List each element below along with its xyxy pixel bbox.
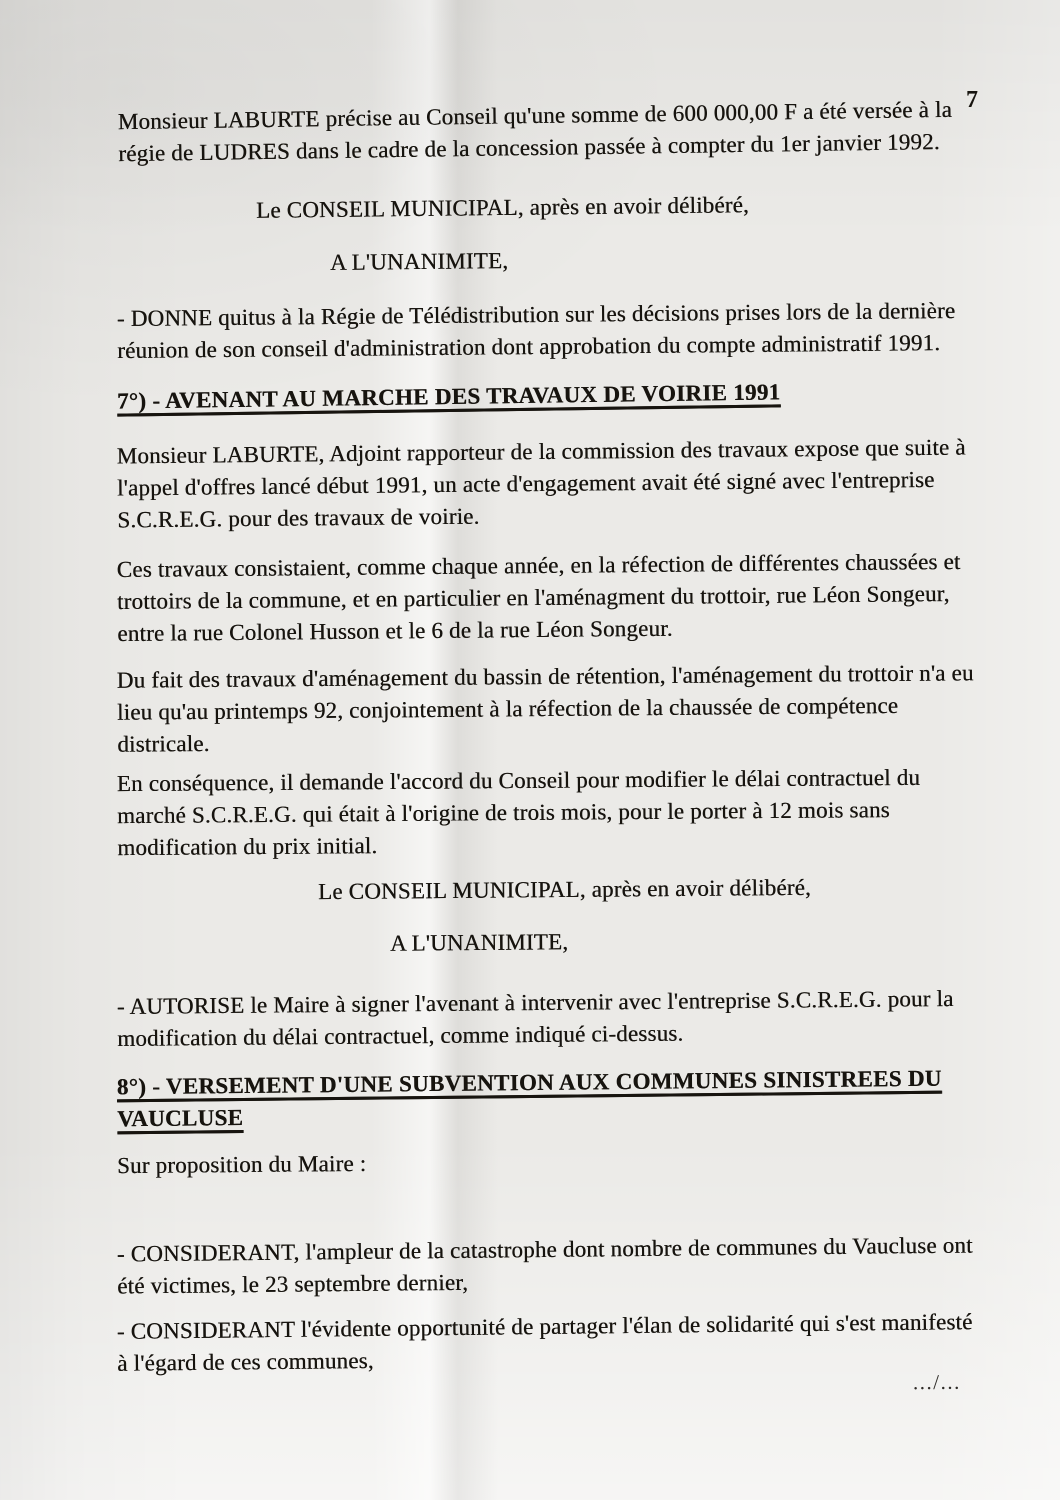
paragraph-line: S.C.R.E.G. pour des travaux de voirie. (117, 503, 480, 533)
paragraph-line: modification du prix initial. (117, 833, 378, 861)
paragraph-line: l'appel d'offres lancé début 1991, un acte d'engagement avait été signé avec l'entreprise (116, 466, 935, 501)
continuation-mark: .../... (912, 1369, 961, 1395)
paragraph-line: trottoirs de la commune, et en particulier en l'aménagment du trottoir, rue Léon Songeur, (116, 581, 950, 615)
page-number: 7 (966, 87, 979, 113)
travaux-paragraph (117, 546, 962, 650)
donne-paragraph (117, 295, 956, 367)
paragraph-line: - CONSIDERANT, l'ampleur de la catastrophe dont nombre de communes du Vaucluse ont (116, 1232, 973, 1267)
unanimite-line-2: A L'UNANIMITE, (389, 929, 569, 956)
paragraph-line: été victimes, le 23 septembre dernier, (117, 1269, 469, 1299)
paragraph-line: à l'égard de ces communes, (117, 1347, 374, 1376)
sur-proposition-line: Sur proposition du Maire : (116, 1150, 367, 1179)
paragraph-line: Monsieur LABURTE, Adjoint rapporteur de la commission des travaux expose que suite à (116, 434, 966, 469)
paragraph-line: districale. (117, 730, 210, 757)
paragraph-line: - CONSIDERANT l'évidente opportunité de partager l'élan de solidarité qui s'est manifesté (116, 1309, 973, 1344)
paragraph-line: entre la rue Colonel Husson et le 6 de la rue Léon Songeur. (117, 615, 673, 647)
dufait-paragraph (117, 657, 975, 760)
paragraph-line: modification du délai contractuel, comme indiqué ci-dessus. (117, 1020, 684, 1052)
consequence-paragraph (117, 762, 921, 864)
paragraph-line: Du fait des travaux d'aménagement du bassin de rétention, l'aménagement du trottoir n'a eu (116, 660, 974, 693)
conseil-municipal-line-2: Le CONSEIL MUNICIPAL, après en avoir délibéré, (317, 874, 812, 905)
conseil-municipal-line-1: Le CONSEIL MUNICIPAL, après en avoir délibéré, (255, 192, 750, 223)
autorise-paragraph (117, 983, 954, 1055)
section-7-heading (117, 376, 781, 417)
heading-text: VAUCLUSE (117, 1104, 244, 1132)
paragraph-line: - DONNE quitus à la Régie de Télédistribution sur les décisions prises lors de la dernière (116, 297, 956, 332)
unanimite-line-1: A L'UNANIMITE, (329, 248, 509, 275)
considerant-1-paragraph (117, 1230, 973, 1303)
paragraph-line: Monsieur LABURTE précise au Conseil qu'une somme de 600 000,00 F a été versée à la (117, 96, 953, 135)
paragraph-line: Ces travaux consistaient, comme chaque année, en la réfection de différentes chaussées et (116, 548, 961, 583)
paragraph-line: réunion de son conseil d'administration dont approbation du compte administratif 1991. (117, 330, 941, 364)
paragraph-line: - AUTORISE le Maire à signer l'avenant à intervenir avec l'entreprise S.C.R.E.G. pour la (116, 985, 954, 1020)
laburte-paragraph (117, 432, 967, 537)
intro-paragraph (118, 94, 953, 170)
paragraph-line: En conséquence, il demande l'accord du Conseil pour modifier le délai contractuel du (116, 764, 921, 797)
paragraph-line: lieu qu'au printemps 92, conjointement à la réfection de la chaussée de compétence (116, 692, 899, 725)
heading-text: 8°) - VERSEMENT D'UNE SUBVENTION AUX COMMUNES SINISTREES DU (116, 1065, 942, 1100)
paragraph-line: régie de LUDRES dans le cadre de la concession passée à compter du 1er janvier 1992. (118, 129, 940, 167)
paragraph-line: marché S.C.R.E.G. qui était à l'origine de trois mois, pour le porter à 12 mois sans (116, 797, 890, 829)
section-8-heading (117, 1063, 942, 1136)
heading-text: 7°) - AVENANT AU MARCHE DES TRAVAUX DE VOIRIE 1991 (116, 379, 781, 414)
considerant-2-paragraph (117, 1306, 973, 1380)
